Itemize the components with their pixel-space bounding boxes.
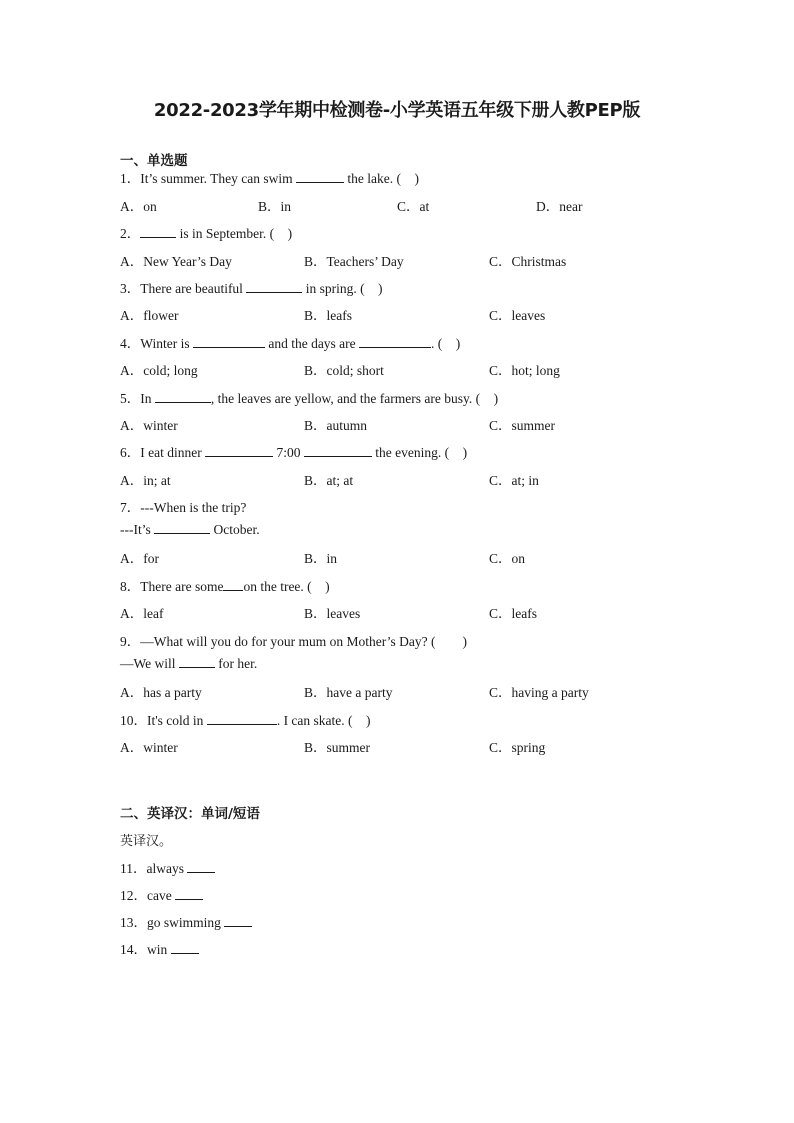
answer-blank — [205, 455, 273, 457]
option-10b: B．summer — [304, 740, 370, 755]
option-1b: B．in — [258, 199, 292, 214]
answer-blank — [154, 532, 210, 534]
question-9-response: —We will for her. — [120, 656, 258, 671]
translation-item-11: 11．always — [120, 857, 215, 877]
option-4b: B．cold; short — [304, 363, 384, 378]
option-2c: C．Christmas — [489, 254, 567, 269]
answer-blank — [187, 871, 215, 873]
answer-blank — [155, 401, 211, 403]
answer-blank — [179, 666, 215, 668]
section-heading-single-choice: 一、单选题 — [120, 153, 188, 169]
option-8a: A．leaf — [120, 606, 164, 621]
section-instruction: 英译汉。 — [120, 834, 173, 849]
answer-blank — [171, 952, 199, 954]
option-7c: C．on — [489, 551, 526, 566]
question-6: 6．I eat dinner 7:00 the evening. ( ) — [120, 445, 468, 460]
answer-blank — [207, 723, 277, 725]
question-4: 4．Winter is and the days are . ( ) — [120, 336, 461, 351]
section-heading-translation: 二、英译汉：单词/短语 — [120, 806, 260, 822]
option-6c: C．at; in — [489, 473, 539, 488]
answer-blank — [246, 291, 302, 293]
option-1a: A．on — [120, 199, 157, 214]
answer-blank — [224, 925, 252, 927]
question-1: 1．It’s summer. They can swim the lake. ( ) — [120, 171, 419, 186]
option-9b: B．have a party — [304, 685, 393, 700]
answer-blank — [223, 589, 243, 591]
translation-item-14: 14．win — [120, 938, 199, 958]
option-1d: D．near — [536, 199, 583, 214]
option-3a: A．flower — [120, 308, 179, 323]
option-5c: C．summer — [489, 418, 555, 433]
question-7-response: ---It’s October. — [120, 522, 260, 537]
option-4a: A．cold; long — [120, 363, 198, 378]
option-10c: C．spring — [489, 740, 546, 755]
question-8: 8．There are some on the tree. ( ) — [120, 579, 330, 594]
question-2: 2． is in September. ( ) — [120, 226, 293, 241]
option-5b: B．autumn — [304, 418, 367, 433]
option-3b: B．leafs — [304, 308, 352, 323]
option-6a: A．in; at — [120, 473, 171, 488]
option-7a: A．for — [120, 551, 159, 566]
option-2b: B．Teachers’ Day — [304, 254, 404, 269]
answer-blank — [175, 898, 203, 900]
answer-blank — [140, 236, 176, 238]
option-8b: B．leaves — [304, 606, 361, 621]
translation-item-13: 13．go swimming — [120, 911, 252, 931]
document-title: 2022-2023学年期中检测卷-小学英语五年级下册人教PEP版 — [153, 100, 641, 121]
question-9: 9．—What will you do for your mum on Mother’s Day? ( ) — [120, 634, 467, 649]
answer-blank — [359, 346, 431, 348]
question-7: 7．---When is the trip? — [120, 500, 247, 515]
translation-item-12: 12．cave — [120, 884, 203, 904]
question-3: 3．There are beautiful in spring. ( ) — [120, 281, 383, 296]
option-7b: B．in — [304, 551, 338, 566]
option-2a: A．New Year’s Day — [120, 254, 232, 269]
option-6b: B．at; at — [304, 473, 354, 488]
question-5: 5．In , the leaves are yellow, and the farmers are busy. ( ) — [120, 391, 499, 406]
question-10: 10．It's cold in . I can skate. ( ) — [120, 713, 371, 728]
option-9c: C．having a party — [489, 685, 589, 700]
answer-blank — [304, 455, 372, 457]
answer-blank — [193, 346, 265, 348]
option-5a: A．winter — [120, 418, 178, 433]
option-4c: C．hot; long — [489, 363, 560, 378]
option-9a: A．has a party — [120, 685, 202, 700]
answer-blank — [296, 181, 344, 183]
option-8c: C．leafs — [489, 606, 537, 621]
option-10a: A．winter — [120, 740, 178, 755]
option-3c: C．leaves — [489, 308, 546, 323]
option-1c: C．at — [397, 199, 430, 214]
